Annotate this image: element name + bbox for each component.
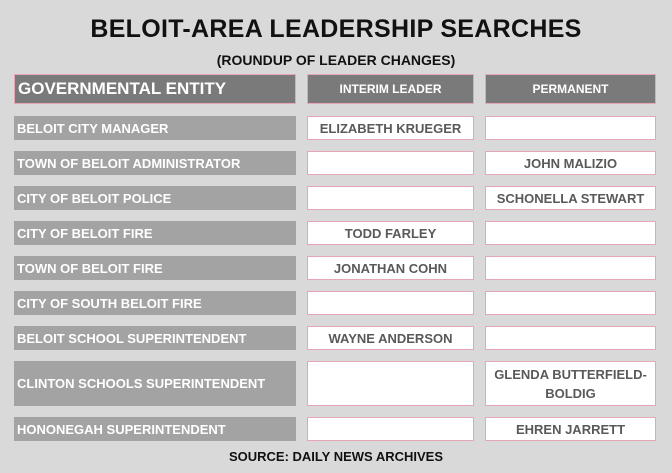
table-row [0, 116, 672, 140]
permanent-cell: EHREN JARRETT [485, 417, 656, 441]
interim-cell [307, 291, 474, 315]
interim-cell: TODD FARLEY [307, 221, 474, 245]
permanent-cell: GLENDA BUTTERFIELD-BOLDIG [485, 361, 656, 406]
permanent-cell: JOHN MALIZIO [485, 151, 656, 175]
interim-cell: ELIZABETH KRUEGER [307, 116, 474, 140]
entity-cell: BELOIT CITY MANAGER [14, 116, 296, 140]
page-subtitle: (ROUNDUP OF LEADER CHANGES) [216, 52, 456, 68]
interim-cell [307, 361, 474, 406]
header-interim: INTERIM LEADER [307, 74, 474, 104]
interim-cell: WAYNE ANDERSON [307, 326, 474, 350]
table-row [0, 186, 672, 210]
table-row [0, 256, 672, 280]
interim-cell [307, 186, 474, 210]
interim-cell: JONATHAN COHN [307, 256, 474, 280]
source-note: SOURCE: DAILY NEWS ARCHIVES [228, 449, 444, 464]
interim-cell [307, 417, 474, 441]
permanent-cell [485, 256, 656, 280]
entity-cell: CITY OF BELOIT POLICE [14, 186, 296, 210]
table-row [0, 151, 672, 175]
header-entity: GOVERNMENTAL ENTITY [14, 74, 296, 104]
table-row [0, 417, 672, 441]
table-row [0, 221, 672, 245]
table-row [0, 361, 672, 406]
table-row [0, 326, 672, 350]
table-row [0, 291, 672, 315]
permanent-cell [485, 221, 656, 245]
entity-cell: BELOIT SCHOOL SUPERINTENDENT [14, 326, 296, 350]
permanent-cell [485, 291, 656, 315]
header-permanent: PERMANENT [485, 74, 656, 104]
entity-cell: CITY OF SOUTH BELOIT FIRE [14, 291, 296, 315]
entity-cell: TOWN OF BELOIT FIRE [14, 256, 296, 280]
interim-cell [307, 151, 474, 175]
entity-cell: CITY OF BELOIT FIRE [14, 221, 296, 245]
entity-cell: CLINTON SCHOOLS SUPERINTENDENT [14, 361, 296, 406]
permanent-cell [485, 116, 656, 140]
entity-cell: TOWN OF BELOIT ADMINISTRATOR [14, 151, 296, 175]
permanent-cell [485, 326, 656, 350]
permanent-cell: SCHONELLA STEWART [485, 186, 656, 210]
entity-cell: HONONEGAH SUPERINTENDENT [14, 417, 296, 441]
page-title: BELOIT-AREA LEADERSHIP SEARCHES [90, 15, 582, 43]
